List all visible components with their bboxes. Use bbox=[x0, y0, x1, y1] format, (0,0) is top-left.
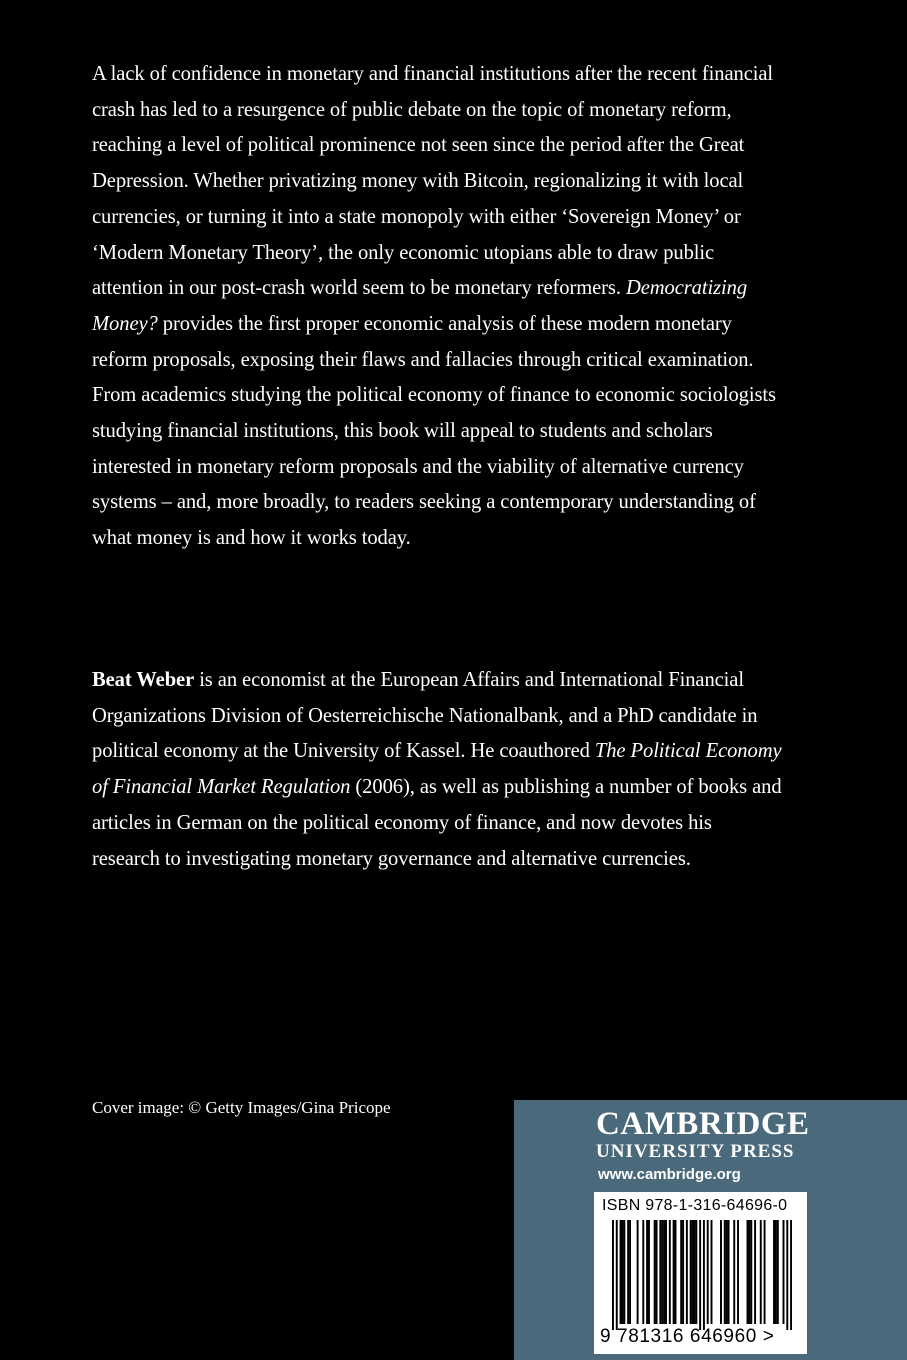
barcode-bar bbox=[642, 1220, 644, 1324]
coauthored-book-title: The Political Economy of Financial Market Regulation bbox=[92, 740, 782, 799]
barcode-bar bbox=[783, 1220, 785, 1324]
barcode-bar bbox=[707, 1220, 709, 1324]
barcode-bar bbox=[724, 1220, 726, 1324]
barcode-bar bbox=[726, 1220, 728, 1324]
description-text-2: provides the first proper economic analysis of these modern monetary reform proposals, exposing their flaws and fallacies through critical examination. From academics studying the political economy of finance to economic sociologists studying financial institutions, this book will appeal to students and scholars interested in monetary reform proposals and the viability of alternative currency systems – and, more broadly, to readers seeking a contemporary understanding of what money is and how it works today. bbox=[92, 312, 776, 550]
barcode-bar bbox=[661, 1220, 663, 1324]
barcode-bar bbox=[675, 1220, 677, 1324]
barcode-bar bbox=[699, 1220, 701, 1330]
barcode-bar bbox=[612, 1220, 614, 1330]
barcode-bar bbox=[728, 1220, 730, 1324]
barcode-bar bbox=[621, 1220, 623, 1324]
barcode-bar bbox=[747, 1220, 749, 1324]
barcode-bar bbox=[786, 1220, 788, 1330]
description-text-1: A lack of confidence in monetary and financial institutions after the recent financial crash has led to a resurgence of public debate on the topic of monetary reform, reaching a level of political prominence not seen since the period after the Great Depression. Whether privatizing money with Bitcoin, regionalizing it with local currencies, or turning it into a state monopoly with either ‘Sovereign Money’ or ‘Modern Monetary Theory’, the only economic utopians able to draw public attention in our post-crash world seem to be monetary reformers. bbox=[92, 63, 774, 300]
barcode-bar bbox=[775, 1220, 777, 1324]
barcode-bar bbox=[629, 1220, 631, 1324]
barcode-bar bbox=[750, 1220, 752, 1324]
barcode-bar bbox=[637, 1220, 639, 1324]
barcode-bar bbox=[646, 1220, 648, 1324]
barcode-bar bbox=[669, 1220, 671, 1324]
barcode-digits: 9 781316 646960 > bbox=[600, 1326, 775, 1347]
barcode-bar bbox=[733, 1220, 735, 1324]
author-name: Beat Weber bbox=[92, 669, 195, 691]
book-description bbox=[92, 57, 782, 557]
barcode-bar bbox=[711, 1220, 713, 1324]
publisher-panel bbox=[514, 1100, 907, 1360]
barcode-bar bbox=[693, 1220, 695, 1324]
bio-text-2: (2006), as well as publishing a number of books and articles in German on the political economy of finance, and now devotes his research to investigating monetary governance and alternative currencies. bbox=[92, 776, 782, 870]
publisher-subtitle: UNIVERSITY PRESS bbox=[596, 1141, 795, 1162]
barcode-bar bbox=[673, 1220, 675, 1324]
book-title-italic: Democratizing Money? bbox=[92, 277, 748, 335]
bio-paragraph bbox=[92, 663, 782, 877]
barcode-bar bbox=[663, 1220, 665, 1324]
publisher-name: CAMBRIDGE bbox=[596, 1106, 810, 1142]
barcode-bar bbox=[773, 1220, 775, 1324]
barcode-bar bbox=[737, 1220, 739, 1324]
barcode-bar bbox=[627, 1220, 629, 1324]
barcode-bar bbox=[754, 1220, 756, 1324]
barcode-panel bbox=[594, 1192, 807, 1354]
barcode-bar bbox=[682, 1220, 684, 1324]
barcode bbox=[612, 1220, 792, 1330]
barcode-bar bbox=[656, 1220, 658, 1324]
barcode-bar bbox=[760, 1220, 762, 1324]
barcode-bar bbox=[680, 1220, 682, 1324]
barcode-bar bbox=[665, 1220, 667, 1324]
barcode-bar bbox=[620, 1220, 622, 1324]
barcode-bar bbox=[654, 1220, 656, 1324]
barcode-bar bbox=[623, 1220, 625, 1324]
isbn-label: ISBN 978-1-316-64696-0 bbox=[602, 1197, 788, 1214]
barcode-bar bbox=[695, 1220, 697, 1324]
barcode-bar bbox=[648, 1220, 650, 1324]
barcode-bar bbox=[720, 1220, 722, 1324]
barcode-bar bbox=[703, 1220, 705, 1330]
barcode-bar bbox=[616, 1220, 618, 1330]
barcode-bar bbox=[790, 1220, 792, 1330]
barcode-bar bbox=[748, 1220, 750, 1324]
barcode-bar bbox=[692, 1220, 694, 1324]
barcode-bar bbox=[686, 1220, 688, 1324]
barcode-bar bbox=[659, 1220, 661, 1324]
barcode-bar bbox=[777, 1220, 779, 1324]
publisher-url: www.cambridge.org bbox=[598, 1166, 741, 1183]
cover-image-credit: Cover image: © Getty Images/Gina Pricope bbox=[92, 1098, 391, 1117]
barcode-bar bbox=[764, 1220, 766, 1324]
description-paragraph bbox=[92, 57, 782, 557]
author-bio bbox=[92, 663, 782, 877]
bio-text-1: is an economist at the European Affairs and International Financial Organizations Division of Oesterreichische Nationalbank, and a PhD candidate in political economy at the University of Kassel. He coauthored bbox=[92, 669, 758, 763]
barcode-bar bbox=[690, 1220, 692, 1324]
